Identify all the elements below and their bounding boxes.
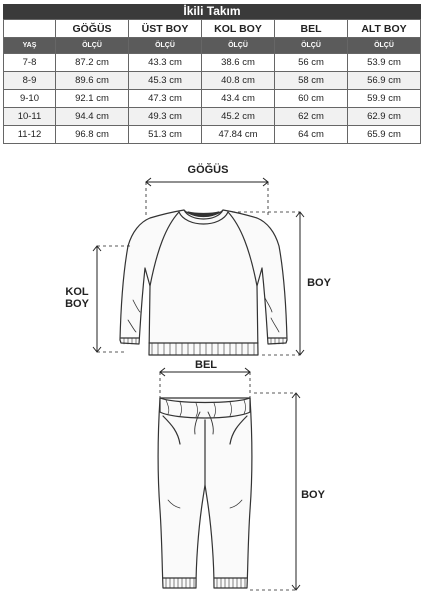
value-cell: 58 cm <box>275 72 348 90</box>
unit-label: ÖLÇÜ <box>275 38 348 54</box>
unit-label: ÖLÇÜ <box>56 38 129 54</box>
age-label: YAŞ <box>4 38 56 54</box>
value-cell: 92.1 cm <box>56 90 129 108</box>
top-length-label: BOY <box>307 277 331 289</box>
value-cell: 43.3 cm <box>129 54 202 72</box>
age-cell: 7-8 <box>4 54 56 72</box>
value-cell: 43.4 cm <box>202 90 275 108</box>
sweatshirt-drawing <box>120 210 287 355</box>
value-cell: 45.2 cm <box>202 108 275 126</box>
value-cell: 56.9 cm <box>348 72 421 90</box>
sleeve-label-line2: BOY <box>65 298 89 310</box>
value-cell: 94.4 cm <box>56 108 129 126</box>
column-header-gogus: GÖĞÜS <box>56 20 129 38</box>
unit-label: ÖLÇÜ <box>202 38 275 54</box>
pants-drawing <box>158 398 252 588</box>
unit-label: ÖLÇÜ <box>348 38 421 54</box>
value-cell: 65.9 cm <box>348 126 421 144</box>
value-cell: 38.6 cm <box>202 54 275 72</box>
column-header-kol-boy: KOL BOY <box>202 20 275 38</box>
value-cell: 49.3 cm <box>129 108 202 126</box>
value-cell: 47.3 cm <box>129 90 202 108</box>
column-header-bel: BEL <box>275 20 348 38</box>
waist-label: BEL <box>195 359 217 371</box>
bottom-length-label: BOY <box>301 489 325 501</box>
value-cell: 56 cm <box>275 54 348 72</box>
age-cell: 11-12 <box>4 126 56 144</box>
sleeve-label <box>62 286 92 310</box>
value-cell: 62.9 cm <box>348 108 421 126</box>
value-cell: 47.84 cm <box>202 126 275 144</box>
unit-label: ÖLÇÜ <box>129 38 202 54</box>
value-cell: 51.3 cm <box>129 126 202 144</box>
value-cell: 87.2 cm <box>56 54 129 72</box>
value-cell: 40.8 cm <box>202 72 275 90</box>
value-cell: 96.8 cm <box>56 126 129 144</box>
age-cell: 8-9 <box>4 72 56 90</box>
value-cell: 59.9 cm <box>348 90 421 108</box>
column-header-ust-boy: ÜST BOY <box>129 20 202 38</box>
age-cell: 10-11 <box>4 108 56 126</box>
value-cell: 53.9 cm <box>348 54 421 72</box>
value-cell: 60 cm <box>275 90 348 108</box>
value-cell: 62 cm <box>275 108 348 126</box>
chart-title: İkili Takım <box>3 4 421 19</box>
sleeve-label-line1: KOL <box>65 286 89 298</box>
value-cell: 45.3 cm <box>129 72 202 90</box>
chest-label: GÖĞÜS <box>187 164 229 176</box>
age-cell: 9-10 <box>4 90 56 108</box>
value-cell: 89.6 cm <box>56 72 129 90</box>
value-cell: 64 cm <box>275 126 348 144</box>
column-header-alt-boy: ALT BOY <box>348 20 421 38</box>
